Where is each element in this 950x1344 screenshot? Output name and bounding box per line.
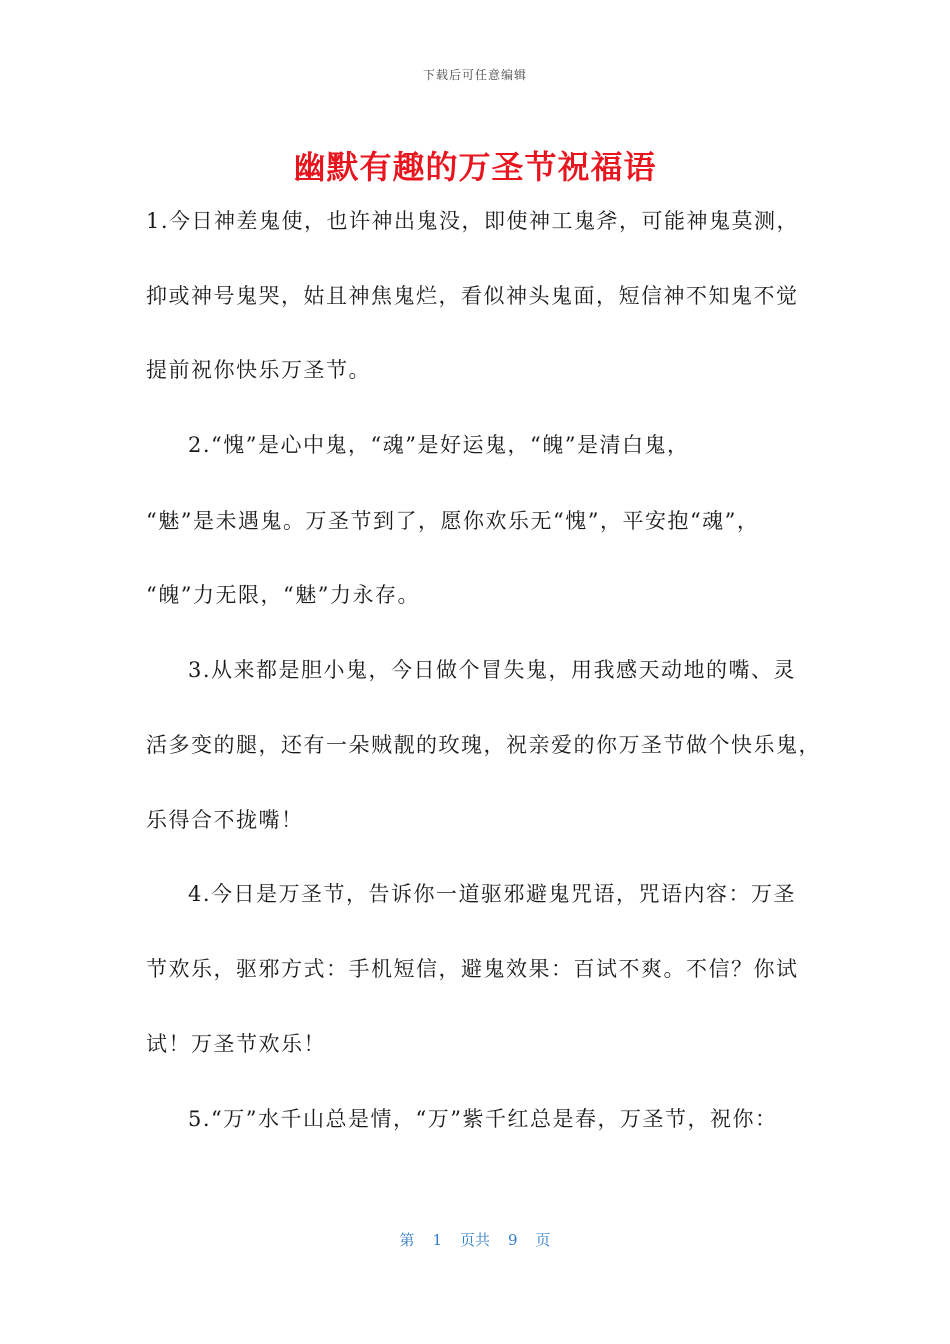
document-title: 幽默有趣的万圣节祝福语 [293,148,657,186]
paragraph-line: 2.“愧”是心中鬼，“魂”是好运鬼，“魄”是清白鬼， [188,433,690,457]
paragraph-line: 4.今日是万圣节，告诉你一道驱邪避鬼咒语，咒语内容：万圣 [188,882,797,906]
page-total: 9 [508,1231,518,1249]
paragraph-line: 提前祝你快乐万圣节。 [146,358,371,382]
page-suffix: 页 [535,1231,551,1249]
paragraph-line: “魅”是未遇鬼。万圣节到了，愿你欢乐无“愧”，平安抱“魂”， [146,509,760,533]
paragraph-line: 5.“万”水千山总是情，“万”紫千红总是春，万圣节，祝你： [188,1107,778,1131]
paragraph-line: 1.今日神差鬼使，也许神出鬼没，即使神工鬼斧，可能神鬼莫测， [146,209,800,233]
header-note: 下载后可任意编辑 [422,68,527,82]
paragraph-line: 节欢乐，驱邪方式：手机短信，避鬼效果：百试不爽。不信？你试 [146,957,799,981]
paragraph-line: 抑或神号鬼哭，姑且神焦鬼烂，看似神头鬼面，短信神不知鬼不觉 [146,284,799,308]
page-current: 1 [432,1231,442,1249]
paragraph-line: 3.从来都是胆小鬼，今日做个冒失鬼，用我感天动地的嘴、灵 [188,658,797,682]
paragraph-line: 试！万圣节欢乐！ [146,1032,326,1056]
page-mid-label: 页共 [459,1231,490,1249]
paragraph-line: 活多变的腿，还有一朵贼靓的玫瑰，祝亲爱的你万圣节做个快乐鬼， [146,733,821,757]
page-footer [0,1229,950,1250]
paragraph-line: “魄”力无限，“魅”力永存。 [146,583,420,607]
paragraph-line: 乐得合不拢嘴！ [146,808,304,832]
page-label: 第 [399,1231,415,1249]
